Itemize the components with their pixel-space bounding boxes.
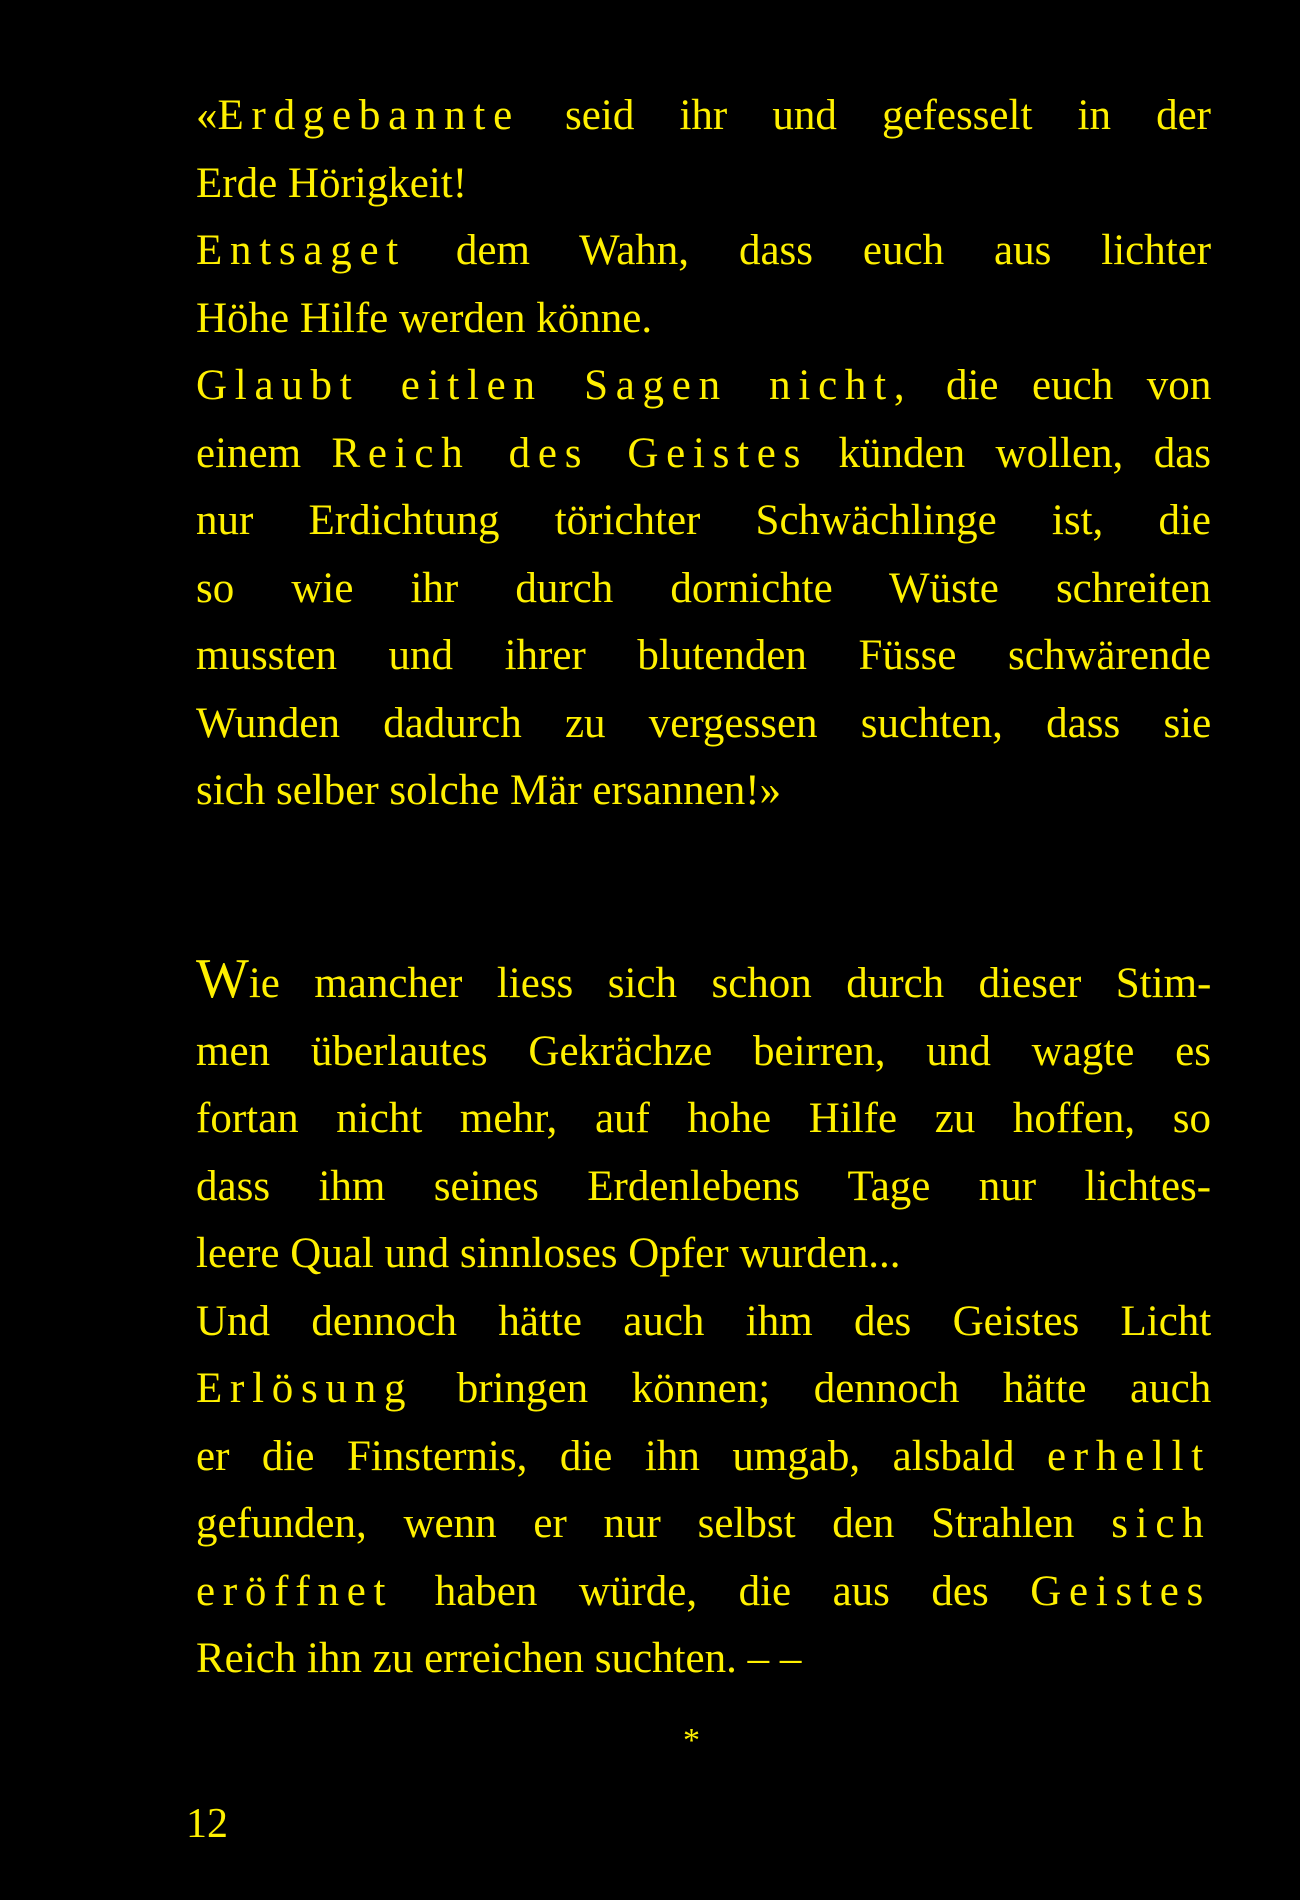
text-run: Reich ihn zu erreichen suchten. – – bbox=[196, 1635, 802, 1682]
text-run: haben würde, die aus des bbox=[393, 1567, 1031, 1615]
text-run: künden wollen, das bbox=[808, 429, 1212, 477]
text-line bbox=[196, 555, 1211, 623]
text-run: ie mancher liess sich schon durch dieser Stim- bbox=[248, 960, 1212, 1007]
text-run: gefunden, wenn er nur selbst den Strahlen bbox=[196, 1500, 1112, 1547]
page-number: 12 bbox=[186, 1801, 228, 1847]
text-run: Höhe Hilfe werden könne. bbox=[196, 294, 653, 342]
text-run: er die Finsternis, die ihn umgab, alsbald bbox=[196, 1432, 1047, 1480]
text-run: Hörigkeit! bbox=[287, 159, 468, 207]
spaced-text-run: Reich des Geistes bbox=[331, 429, 809, 477]
text-run: leere Qual und sinnloses Opfer wurden... bbox=[196, 1230, 901, 1277]
spaced-text-run: Glaubt eitlen Sagen nicht, bbox=[196, 362, 913, 409]
text-run: mussten und ihrer blutenden Füsse schwärende bbox=[196, 632, 1211, 679]
text-run: die euch von bbox=[912, 362, 1212, 409]
text-line bbox=[196, 622, 1211, 690]
spaced-text-run: Erdgebannte bbox=[217, 92, 520, 139]
text-run: « bbox=[196, 92, 218, 139]
paragraph-quote bbox=[196, 82, 1211, 825]
spaced-text-run: erhellt bbox=[1046, 1432, 1211, 1480]
spaced-text-run: Entsaget bbox=[196, 227, 406, 274]
section-ornament: * bbox=[683, 1722, 700, 1759]
text-line bbox=[196, 757, 1211, 825]
text-line bbox=[196, 1018, 1211, 1086]
text-run: nur Erdichtung törichter Schwächlinge ist, die bbox=[196, 497, 1211, 544]
text-line bbox=[196, 1288, 1211, 1356]
drop-cap: W bbox=[196, 948, 249, 1010]
text-run: dem Wahn, dass euch aus lichter bbox=[405, 227, 1212, 274]
text-line bbox=[196, 1355, 1211, 1423]
text-line bbox=[196, 1153, 1211, 1221]
text-run: bringen können; dennoch hätte auch bbox=[413, 1365, 1212, 1412]
text-line bbox=[196, 1558, 1211, 1626]
text-run: so wie ihr durch dornichte Wüste schreiten bbox=[196, 564, 1212, 612]
text-line bbox=[196, 1490, 1211, 1558]
text-run: men überlautes Gekrächze beirren, und wagte es bbox=[196, 1027, 1211, 1075]
text-line bbox=[196, 352, 1211, 420]
text-run: Und dennoch hätte auch ihm des Geistes Licht bbox=[196, 1297, 1212, 1345]
text-line bbox=[196, 1085, 1211, 1153]
spaced-text-run: sich bbox=[1111, 1500, 1212, 1547]
text-run: Wunden dadurch zu vergessen suchten, dass sie bbox=[196, 699, 1212, 747]
spaced-text-run: Geistes bbox=[1030, 1567, 1211, 1615]
text-run: Erde bbox=[196, 159, 288, 207]
text-line bbox=[196, 217, 1211, 285]
text-line bbox=[196, 420, 1211, 488]
text-run: einem bbox=[196, 429, 332, 477]
spaced-text-run: eröffnet bbox=[196, 1567, 394, 1615]
text-line bbox=[196, 950, 1211, 1018]
text-line bbox=[196, 150, 1211, 218]
paragraph-main bbox=[196, 950, 1211, 1693]
text-run: dass ihm seines Erdenlebens Tage nur lichtes- bbox=[196, 1162, 1212, 1210]
text-line bbox=[196, 1625, 1211, 1693]
text-line bbox=[196, 690, 1211, 758]
text-line bbox=[196, 1423, 1211, 1491]
text-line bbox=[196, 487, 1211, 555]
text-run: sich selber solche Mär ersannen!» bbox=[196, 767, 782, 814]
text-line bbox=[196, 285, 1211, 353]
text-run: fortan nicht mehr, auf hohe Hilfe zu hoffen, so bbox=[196, 1095, 1211, 1142]
text-line bbox=[196, 82, 1211, 150]
text-line bbox=[196, 1220, 1211, 1288]
text-run: seid ihr und gefesselt in der bbox=[519, 92, 1211, 139]
spaced-text-run: Erlösung bbox=[196, 1365, 414, 1412]
